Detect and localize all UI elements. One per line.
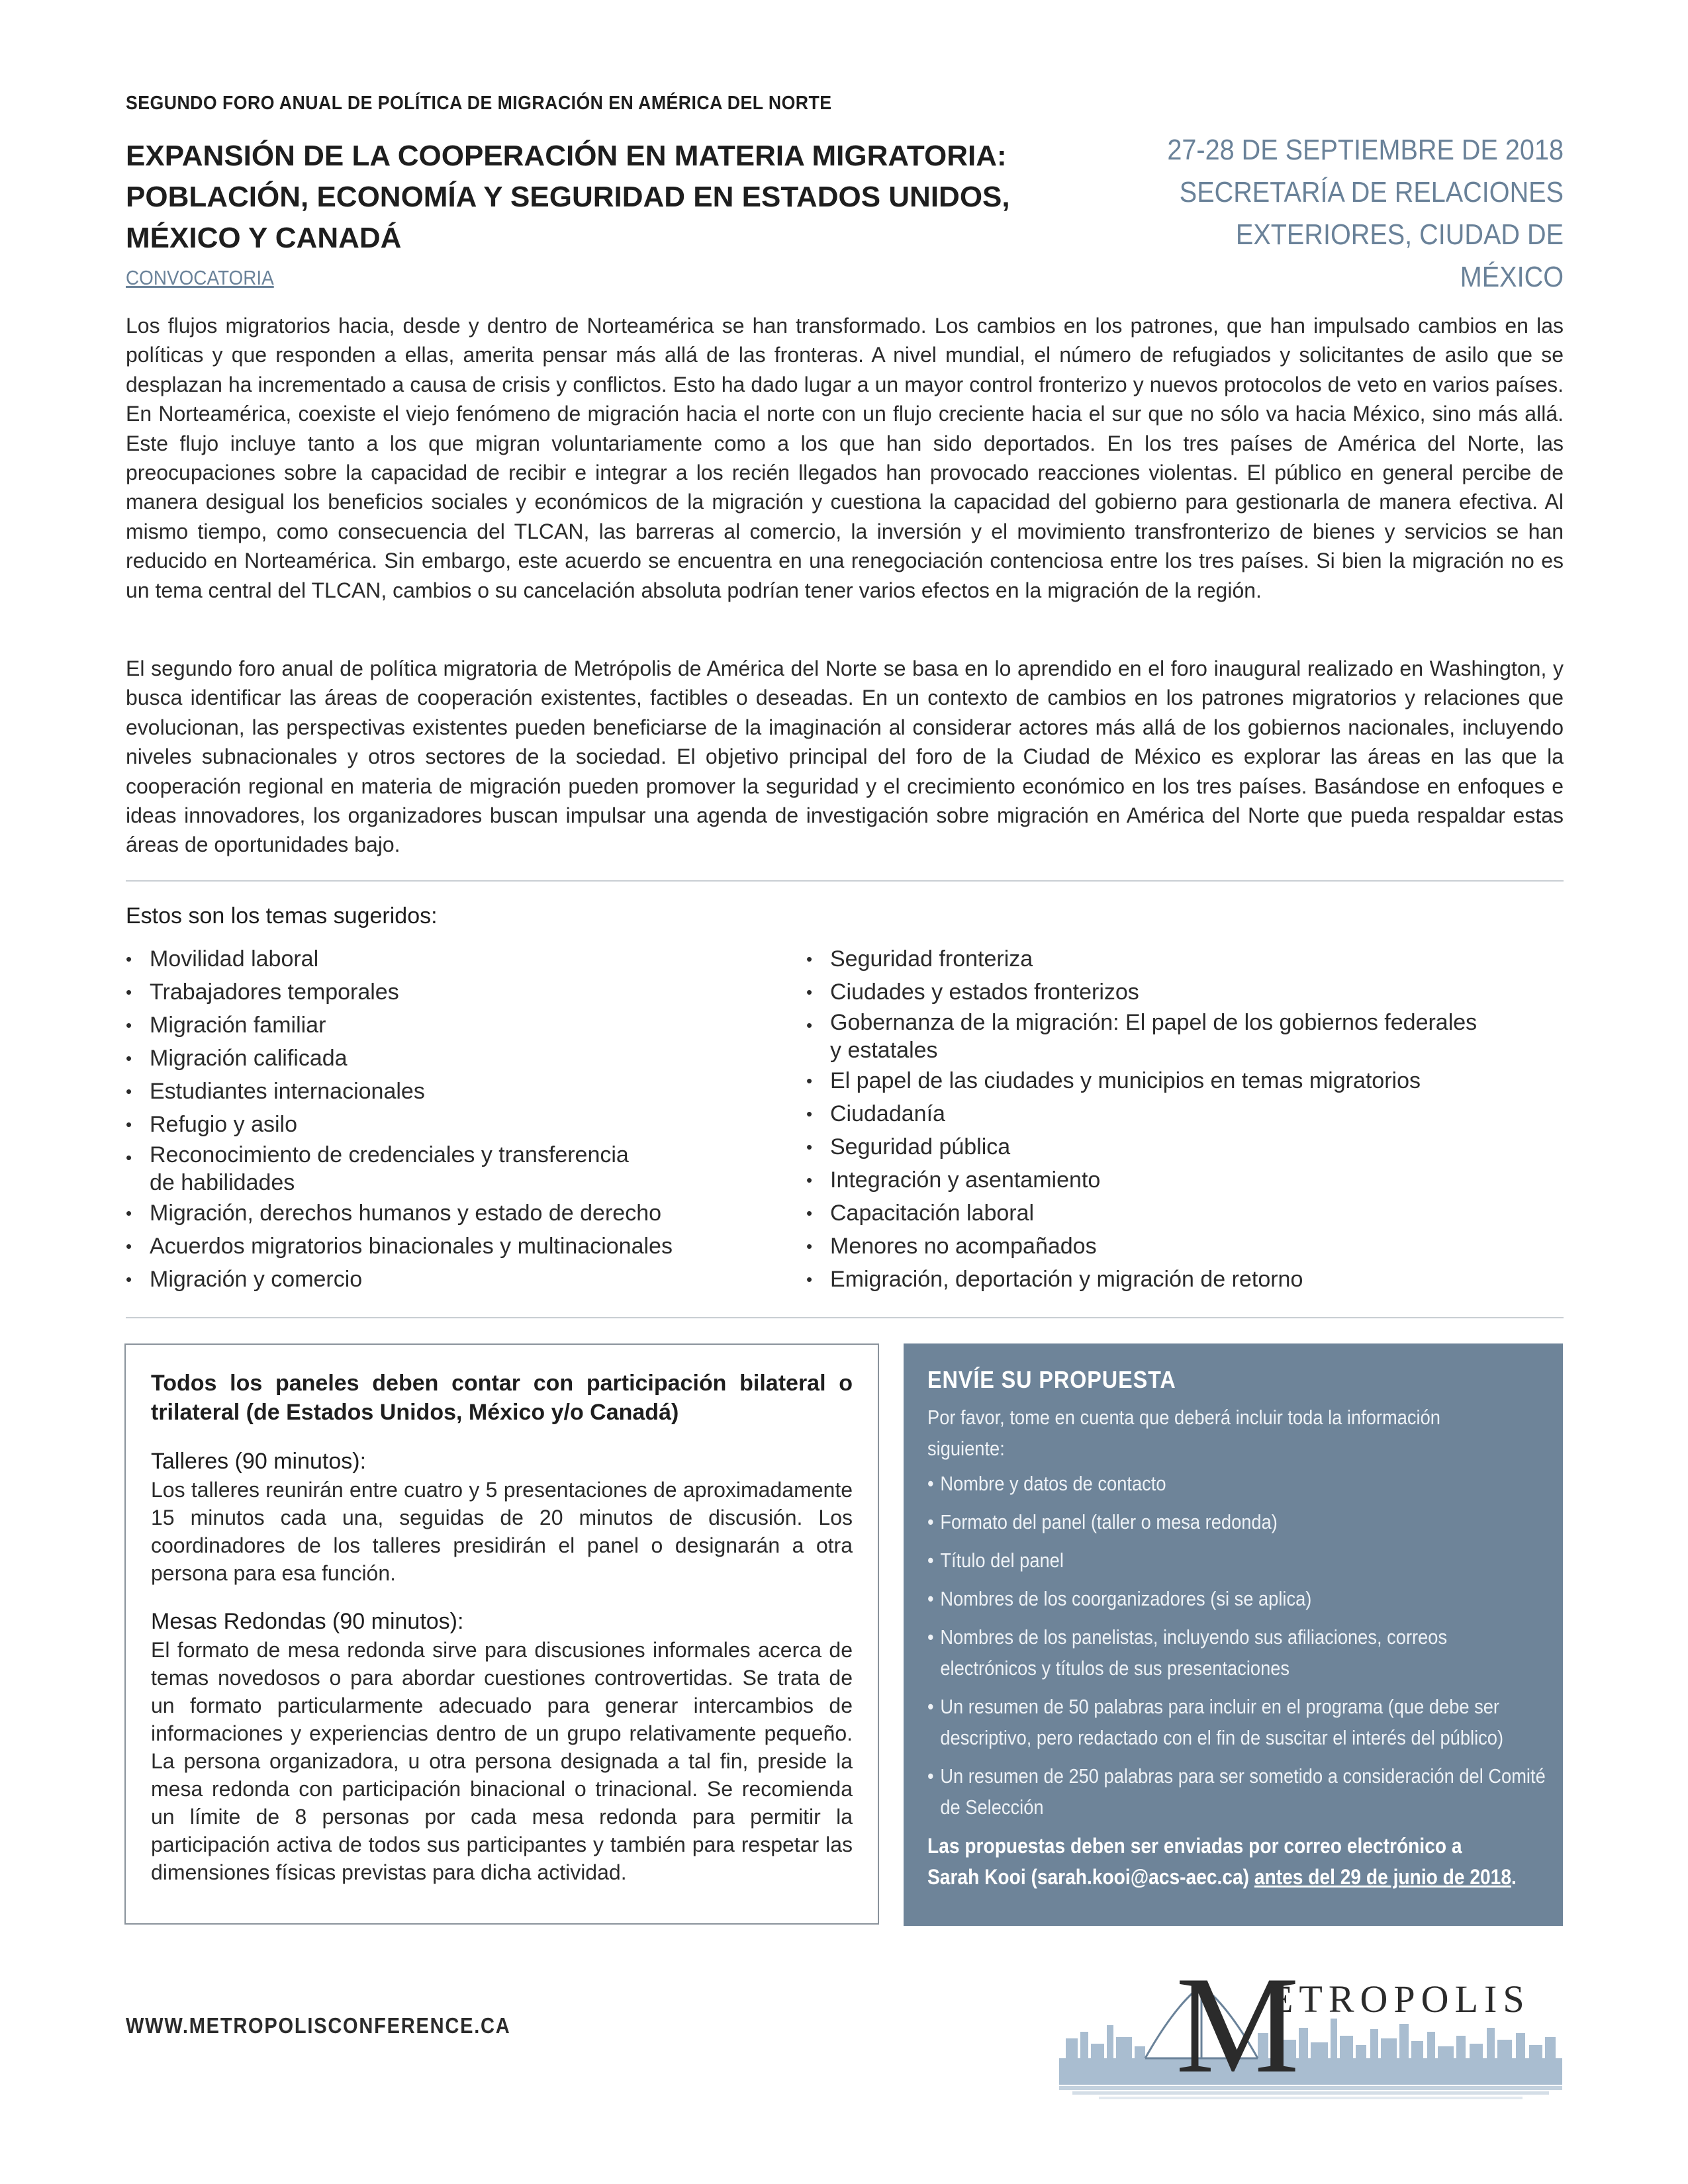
forum-supertitle: SEGUNDO FORO ANUAL DE POLÍTICA DE MIGRACIÓN EN AMÉRICA DEL NORTE [126,93,832,114]
event-venue-line: EXTERIORES, CIUDAD DE MÉXICO [1235,218,1564,293]
panel-requirement: Todos los paneles deben contar con participación bilateral o trilateral (de Estados Unidos, México y/o Canadá) [151,1371,853,1425]
bullet-icon: • [927,1587,934,1610]
bullet-icon: • [806,1236,813,1256]
bullet-icon: • [806,1104,813,1124]
website-link[interactable]: WWW.METROPOLISCONFERENCE.CA [126,2013,511,2038]
bullet-icon: • [126,1015,132,1035]
bullet-icon: • [806,1170,813,1190]
topics-list-left [126,942,774,1296]
topic-item: • Ciudades y estados fronterizos [806,976,1561,1009]
bullet-icon: • [927,1510,934,1533]
main-title [126,136,1119,259]
topic-item: • Migración calificada [126,1042,774,1075]
bullet-icon: • [806,982,813,1002]
topic-item: • Integración y asentamiento [806,1163,1561,1197]
topic-item: • Seguridad pública [806,1130,1561,1163]
topic-item: • Migración y comercio [126,1263,774,1296]
topic-item: • Estudiantes internacionales [126,1075,774,1108]
topic-item: • Trabajadores temporales [126,976,774,1009]
topic-item: • Migración, derechos humanos y estado de derecho [126,1197,774,1230]
bullet-icon: • [126,1048,132,1068]
workshops-title: Talleres (90 minutos): [151,1449,367,1474]
bullet-icon: • [126,1115,132,1134]
topic-item: • Refugio y asilo [126,1108,774,1141]
requirement-item: • Nombre y datos de contacto [927,1468,1546,1499]
bullet-icon: • [927,1472,934,1495]
topic-item: • Ciudadanía [806,1097,1561,1130]
bullet-icon: • [126,1203,132,1223]
deadline: antes del 29 de junio de 2018 [1254,1865,1511,1889]
submit-requirements-list [927,1468,1546,1823]
logo-wordmark: ETROPOLIS [1270,1978,1530,2021]
divider [126,1317,1564,1318]
bullet-icon: • [806,1071,813,1091]
submit-instructions: Las propuestas deben ser enviadas por correo electrónico a Sarah Kooi (sarah.kooi@acs-aec.ca) antes del 29 de junio de 2018. [927,1834,1517,1889]
event-date: 27-28 DE SEPTIEMBRE DE 2018 [1167,134,1564,166]
requirement-item: • Título del panel [927,1545,1546,1576]
bullet-icon: • [806,1015,813,1035]
submit-proposal-box [904,1343,1563,1926]
topics-list-right [806,942,1561,1296]
bullet-icon: • [806,1137,813,1157]
title-line: EXPANSIÓN DE LA COOPERACIÓN EN MATERIA MIGRATORIA: [126,140,1007,172]
bullet-icon: • [126,1148,132,1167]
bullet-icon: • [806,949,813,969]
bullet-icon: • [927,1695,934,1718]
bullet-icon: • [927,1549,934,1572]
topics-heading: Estos son los temas sugeridos: [126,903,438,929]
roundtables-title: Mesas Redondas (90 minutos): [151,1609,464,1634]
requirement-item: • Nombres de los coorganizadores (si se aplica) [927,1583,1546,1614]
topic-item: • Acuerdos migratorios binacionales y multinacionales [126,1230,774,1263]
submit-title: ENVÍE SU PROPUESTA [927,1366,1176,1393]
topic-item: • Emigración, deportación y migración de retorno [806,1263,1561,1296]
bullet-icon: • [806,1203,813,1223]
title-line: MÉXICO Y CANADÁ [126,222,402,254]
requirement-item: • Un resumen de 50 palabras para incluir en el programa (que debe ser descriptivo, pero redactado con el fin de suscitar el interés del público) [927,1691,1546,1753]
logo-big-letter: M [1176,1959,1299,2102]
skyline-graphic [1059,2019,1562,2099]
bullet-icon: • [126,1236,132,1256]
topic-item: • El papel de las ciudades y municipios en temas migratorios [806,1064,1561,1097]
bullet-icon: • [927,1625,934,1649]
topic-item: • Migración familiar [126,1009,774,1042]
panel-formats-box [124,1343,879,1925]
event-venue-line: SECRETARÍA DE RELACIONES [1179,176,1564,208]
requirement-item: • Un resumen de 250 palabras para ser sometido a consideración del Comité de Selección [927,1760,1546,1823]
forum-paragraph: El segundo foro anual de política migratoria de Metrópolis de América del Norte se basa en lo aprendido en el foro inaugural realizado en Washington, y busca identificar las áreas de cooperación existentes, factibles o deseadas. En un contexto de cambios en los patrones migratorios y relaciones que evolucionan, las perspectivas existentes pueden beneficiarse de la imaginación al considerar actores más allá de los gobiernos nacionales, incluyendo niveles subnacionales y otros sectores de la sociedad. El objetivo principal del foro de la Ciudad de México es explorar las áreas en las que la cooperación regional en materia de migración pueden promover la seguridad y el crecimiento económico en los tres países. Basándose en enfoques e ideas innovadores, los organizadores buscan impulsar una agenda de investigación sobre migración en América del Norte que pueda respaldar estas áreas de oportunidades bajo. [126,657,1564,857]
topic-item: • Movilidad laboral [126,942,774,976]
roundtables-text: El formato de mesa redonda sirve para discusiones informales acerca de temas novedosos o para abordar cuestiones controvertidas. Se trata de un formato particularmente adecuado para generar intercambios de informaciones y experiencias dentro de un grupo relativamente pequeño. La persona organizadora, u otra persona designada a tal fin, preside la mesa redonda con participación binacional o trinacional. Se recomienda un límite de 8 personas por cada mesa redonda para permitir la participación activa de todos sus participantes y también para respetar las dimensiones físicas previstas para dicha actividad. [151,1638,853,1884]
title-line: POBLACIÓN, ECONOMÍA Y SEGURIDAD EN ESTADOS UNIDOS, [126,181,1010,213]
bullet-icon: • [806,1269,813,1289]
convocatoria-link[interactable]: CONVOCATORIA [126,266,274,289]
bullet-icon: • [927,1764,934,1788]
requirement-item: • Formato del panel (taller o mesa redonda) [927,1506,1546,1537]
topic-item: • Seguridad fronteriza [806,942,1561,976]
topic-item: • Capacitación laboral [806,1197,1561,1230]
contact-email[interactable]: Sarah Kooi (sarah.kooi@acs-aec.ca) [927,1865,1250,1889]
topic-item: • Reconocimiento de credenciales y transferencia de habilidades [126,1142,629,1195]
workshops-text: Los talleres reunirán entre cuatro y 5 presentaciones de aproximadamente 15 minutos cada una, seguidas de 20 minutos de discusión. Los coordinadores de los talleres presidirán el panel o designarán a otra persona para esa función. [151,1478,853,1585]
bullet-icon: • [126,1081,132,1101]
submit-intro: Por favor, tome en cuenta que deberá incluir toda la información siguiente: [927,1406,1440,1460]
bullet-icon: • [126,982,132,1002]
topic-item: • Menores no acompañados [806,1230,1561,1263]
intro-paragraph: Los flujos migratorios hacia, desde y dentro de Norteamérica se han transformado. Los cambios en los patrones, que han impulsado cambios en las políticas y que responden a ellas, amerita pensar más allá de las fronteras. A nivel mundial, el número de refugiados y solicitantes de asilo que se desplazan ha incrementado a causa de crisis y conflictos. Esto ha dado lugar a un mayor control fronterizo y nuevos protocolos de veto en varios países. En Norteamérica, coexiste el viejo fenómeno de migración hacia el norte con un flujo creciente hacia el sur que no sólo va hacia México, sino más allá. Este flujo incluye tanto a los que migran voluntariamente como a los que han sido deportados. En los tres países de América del Norte, las preocupaciones sobre la capacidad de recibir e integrar a los recién llegados han provocado reacciones violentas. El público en general percibe de manera desigual los beneficios sociales y económicos de la migración y cuestiona la capacidad del gobierno para gestionarla de manera efectiva. Al mismo tiempo, como consecuencia del TLCAN, las barreras al comercio, la inversión y el movimiento transfronterizo de bienes y servicios se han reducido en Norteamérica. Sin embargo, este acuerdo se encuentra en una renegociación contenciosa entre los tres países. Si bien la migración no es un tema central del TLCAN, cambios o su cancelación absoluta podrían tener varios efectos en la migración de la región. [126,314,1564,602]
date-venue [1135,129,1564,298]
bullet-icon: • [126,1269,132,1289]
bullet-icon: • [126,949,132,969]
topic-item: • Gobernanza de la migración: El papel de los gobiernos federales y estatales [806,1010,1477,1063]
requirement-item: • Nombres de los panelistas, incluyendo sus afiliaciones, correos electrónicos y títulos de sus presentaciones [927,1621,1546,1684]
divider [126,880,1564,882]
metropolis-logo [1059,1959,1562,2111]
